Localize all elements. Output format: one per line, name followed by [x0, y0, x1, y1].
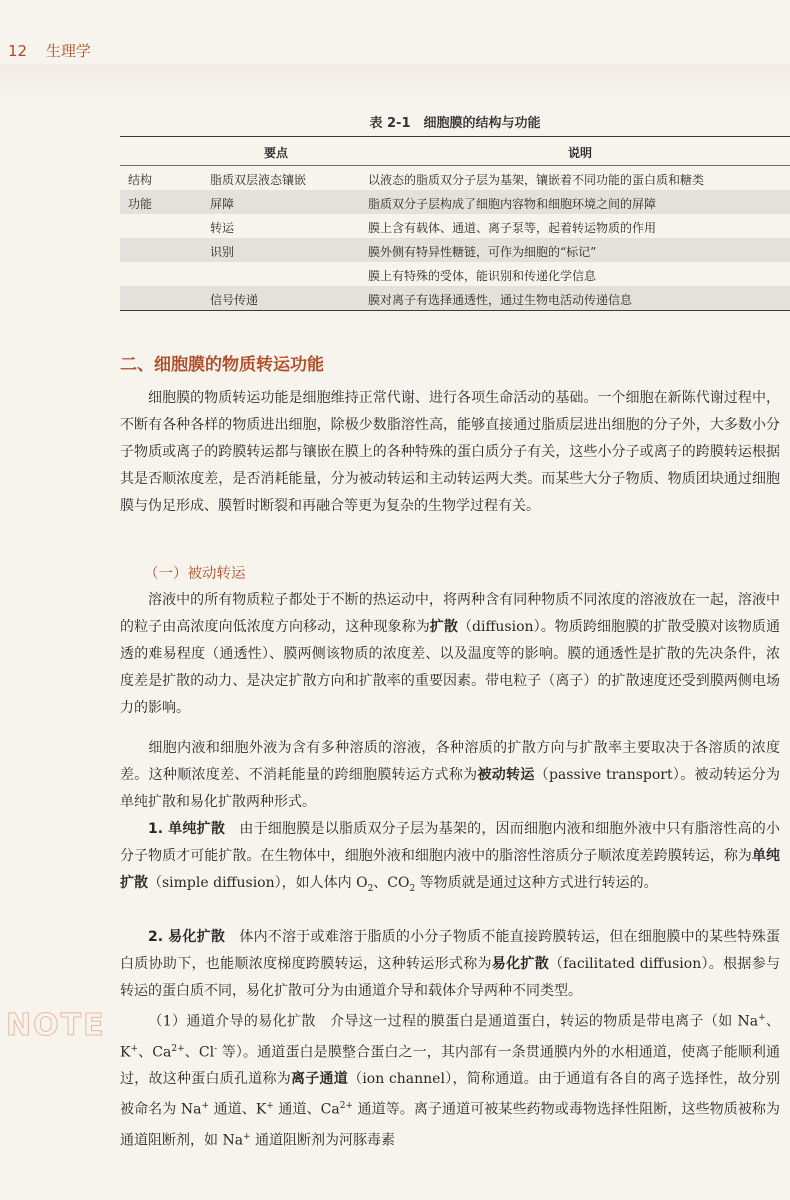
superscript: + [130, 1043, 139, 1054]
running-header [8, 40, 91, 61]
table-cell-point: 脂质双层液态镶嵌 [210, 173, 307, 187]
paragraph-text: （ion channel），简称通道。由于通道有各自的离子选择性，故分别被命名为 Na [120, 1071, 781, 1118]
table-cell-description: 以液态的脂质双分子层为基架，镶嵌着不同功能的蛋白质和糖类 [368, 173, 705, 187]
paragraph-passive-transport [120, 735, 780, 816]
paragraph-text: 溶液中的所有物质粒子都处于不断的热运动中，将两种含有同种物质不同浓度的溶液放在一起，溶液中的粒子由高浓度向低浓度方向移动，这种现象称为 [120, 592, 780, 635]
table-row [120, 286, 790, 310]
heading-simple-diffusion: 1. 单纯扩散 [148, 821, 226, 837]
paragraph-text: 体内不溶于或难溶于脂质的小分子物质不能直接跨膜转运，但在细胞膜中的某些特殊蛋白质协助下，也能顺浓度梯度跨膜转运，这种转运形式称为 [120, 929, 780, 972]
note-watermark: NOTE [6, 1008, 106, 1043]
paragraph-text: 由于细胞膜是以脂质双分子层为基架的，因而细胞内液和细胞外液中只有脂溶性高的小分子物质才可能扩散。在生物体中，细胞外液和细胞内液中的脂溶性溶质分子顺浓度差跨膜转运，称为 [120, 821, 780, 864]
table-header-row [120, 137, 790, 166]
superscript: + [201, 1101, 210, 1112]
paragraph-text: （facilitated diffusion）。根据参与转运的蛋白质不同，易化扩散可分为由通道介导和载体介导两种不同类型。 [120, 956, 781, 999]
paragraph-text: 细胞膜的物质转运功能是细胞维持正常代谢、进行各项生命活动的基础。一个细胞在新陈代谢过程中，不断有各种各样的物质进出细胞，除极少数脂溶性高，能够直接通过脂质层进出细胞的分子外，大多数小分子物质或离子的跨膜转运都与镶嵌在膜上的各种特殊的蛋白质分子有关，这些小分子或离子的跨膜转运根据其是否顺浓度差，是否消耗能量，分为被动转运和主动转运两大类。而某些大分子物质、物质团块通过细胞膜与伪足形成、膜暂时断裂和再融合等更为复杂的生物学过程有关。 [120, 390, 780, 514]
table-row [120, 238, 790, 262]
subsection-heading: （一）被动转运 [144, 566, 246, 582]
table-cell-point: 识别 [210, 245, 235, 259]
subscript: 2 [409, 883, 416, 894]
paragraph-simple-diffusion [120, 816, 780, 903]
paragraph-text: （simple diffusion），如人体内 O [148, 875, 368, 891]
paragraph-channel-mediated [120, 1005, 780, 1155]
table-row [120, 214, 790, 238]
table-cell-description: 膜对离子有选择通透性，通过生物电活动传递信息 [368, 293, 633, 307]
superscript: + [266, 1101, 274, 1112]
paragraph-text: 、K [120, 1013, 781, 1061]
table-cell-description: 膜上含有载体、通道、离子泵等，起着转运物质的作用 [368, 221, 657, 235]
header-band [0, 64, 790, 102]
paragraph-text: 通道、Ca [273, 1101, 340, 1118]
superscript: + [243, 1131, 251, 1142]
section-heading: 二、细胞膜的物质转运功能 [120, 355, 324, 375]
term-passive-transport: 被动转运 [477, 767, 535, 783]
paragraph-text: 等）。通道蛋白是膜整合蛋白之一，其内部有一条贯通膜内外的水相通道，使离子能顺利通过，故这种蛋白质孔道称为 [120, 1044, 781, 1088]
table-row [120, 262, 790, 286]
paragraph-diffusion [120, 587, 780, 722]
paragraph-text: 等物质就是通过这种方式进行转运的。 [415, 875, 658, 891]
table-cell-category: 功能 [128, 197, 153, 211]
table-cell-description: 膜上有特殊的受体，能识别和传递化学信息 [368, 269, 597, 283]
paragraph-text: 、CO [373, 875, 410, 891]
col-header-points: 要点 [264, 146, 289, 160]
paragraph-text: （passive transport）。被动转运分为单纯扩散和易化扩散两种形式。 [120, 767, 781, 810]
book-title: 生理学 [45, 42, 91, 60]
paragraph-text: 、Cl [184, 1044, 215, 1061]
structure-function-table [120, 136, 790, 311]
paragraph-text: 通道阻断剂为河豚毒素 [250, 1132, 396, 1149]
paragraph-text: （diffusion）。物质跨细胞膜的扩散受膜对该物质通透的难易程度（通透性）、膜两侧该物质的浓度差、以及温度等的影响。膜的通透性是扩散的先决条件，浓度差是扩散的动力、是决定扩散方向和扩散率的重要因素。带电粒子（离子）的扩散速度还受到膜两侧电场力的影响。 [120, 619, 781, 716]
superscript: 2+ [339, 1101, 353, 1112]
table-cell-point: 信号传递 [210, 293, 259, 307]
paragraph-text: 通道等。离子通道可被某些药物或毒物选择性阻断，这些物质被称为通道阻断剂，如 Na [120, 1101, 781, 1149]
subscript: 2 [367, 883, 374, 894]
table-cell-point: 屏障 [210, 197, 235, 211]
term-ion-channel: 离子通道 [291, 1071, 349, 1088]
superscript: - [214, 1043, 218, 1054]
paragraph-text: 通道、K [209, 1101, 267, 1118]
table-cell-point: 转运 [210, 221, 235, 235]
paragraph-text: 、Ca [138, 1044, 172, 1061]
paragraph-intro [120, 385, 780, 520]
term-facilitated-diffusion: 易化扩散 [491, 956, 549, 972]
term-simple-diffusion: 单纯扩散 [120, 848, 781, 891]
col-header-description: 说明 [568, 146, 593, 160]
table-cell-description: 脂质双分子层构成了细胞内容物和细胞环境之间的屏障 [368, 197, 657, 211]
superscript: 2+ [171, 1043, 185, 1054]
superscript: + [758, 1013, 766, 1023]
table-caption: 表 2-1 细胞膜的结构与功能 [369, 116, 541, 131]
heading-facilitated-diffusion: 2. 易化扩散 [148, 929, 226, 945]
term-diffusion: 扩散 [429, 619, 458, 635]
paragraph-text: 介导这一过程的膜蛋白是通道蛋白，转运的物质是带电离子（如 Na [315, 1013, 759, 1030]
table-row [120, 166, 790, 190]
heading-channel-mediated: （1）通道介导的易化扩散 [148, 1013, 316, 1030]
paragraph-facilitated-diffusion [120, 924, 780, 1005]
page-number: 12 [8, 42, 28, 60]
table-cell-category: 结构 [128, 173, 153, 187]
table-row [120, 190, 790, 214]
paragraph-text: 细胞内液和细胞外液为含有多种溶质的溶液，各种溶质的扩散方向与扩散率主要取决于各溶质的浓度差。这种顺浓度差、不消耗能量的跨细胞膜转运方式称为 [120, 740, 780, 783]
table-cell-description: 膜外侧有特异性糖链，可作为细胞的“标记” [368, 245, 597, 259]
